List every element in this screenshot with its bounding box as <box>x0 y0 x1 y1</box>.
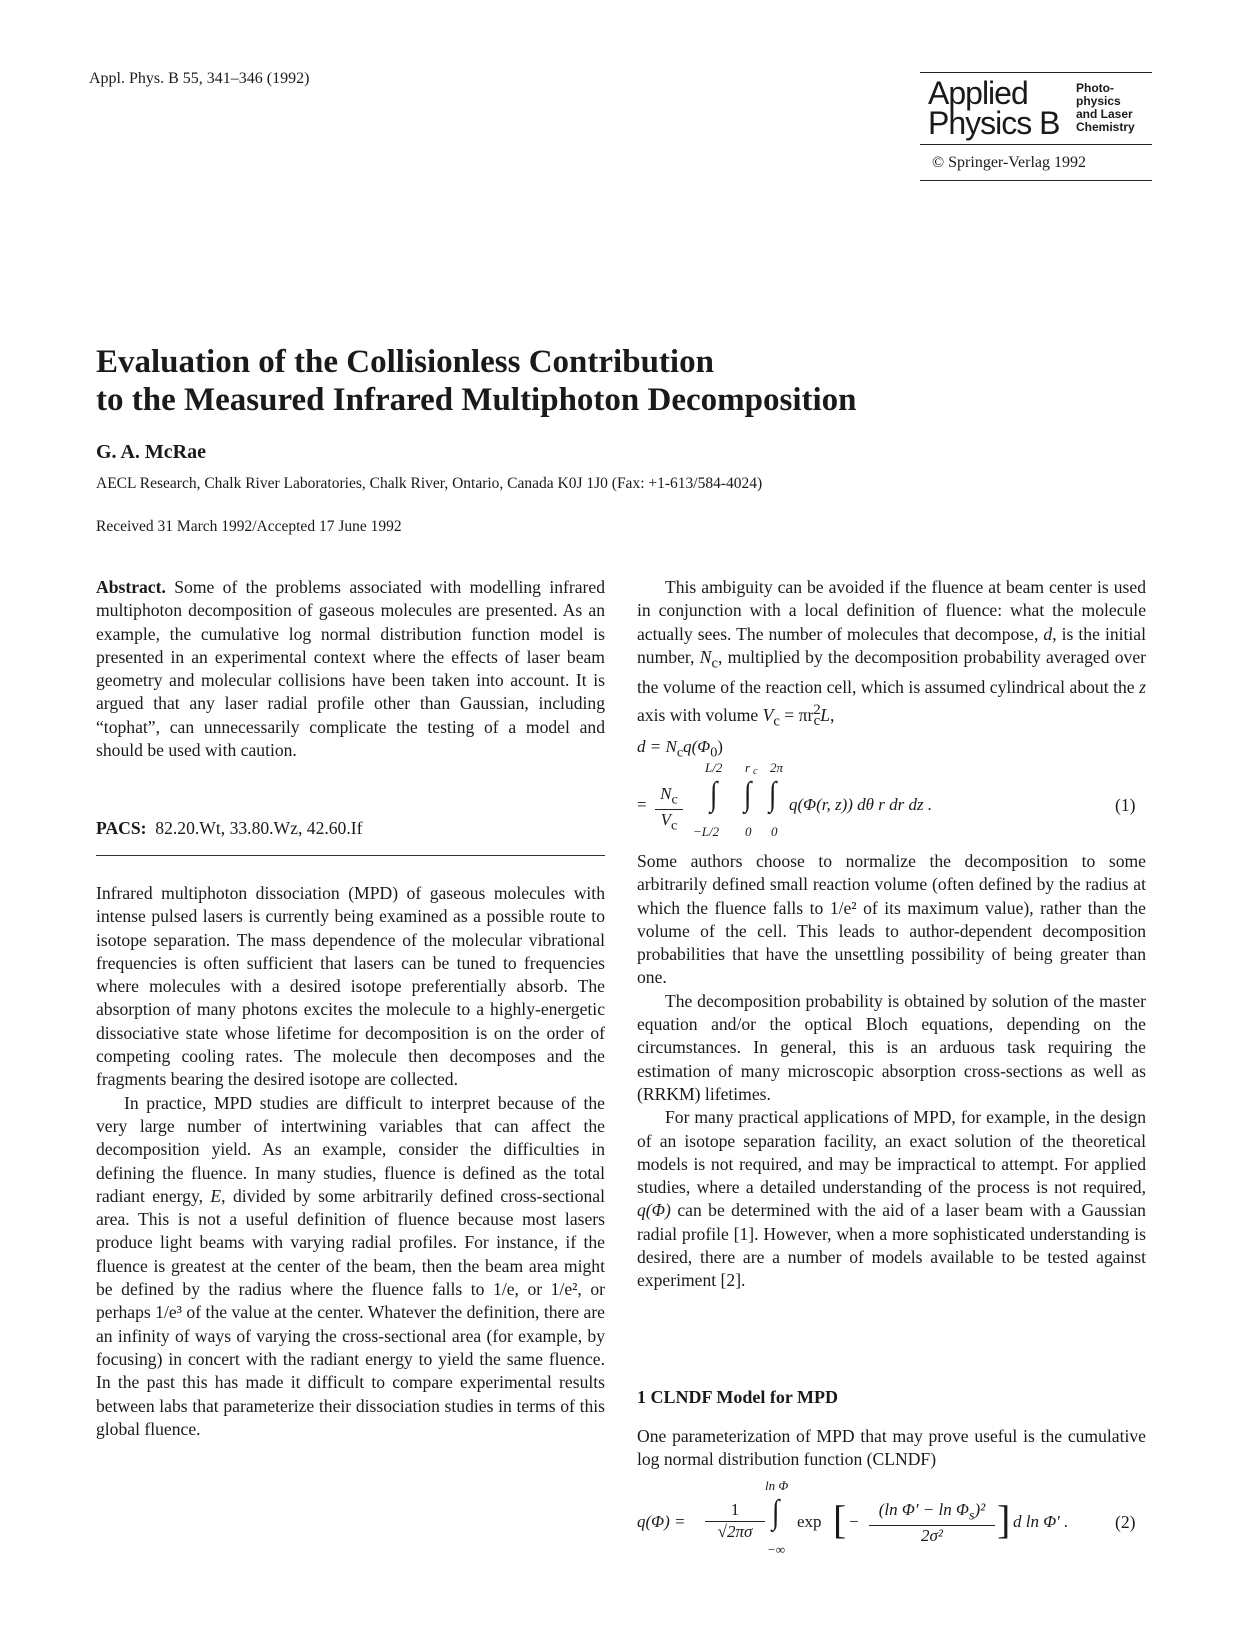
equation-1-line-1: $d = N_cq(\Phi_0)$ <box>637 737 723 761</box>
logo-top-rule <box>920 72 1152 73</box>
abstract <box>96 576 605 762</box>
pacs-label: PACS: <box>96 818 147 838</box>
paragraph-clndf: One parameterization of MPD that may prove useful is the cumulative log normal distribution function (CLNDF) <box>637 1426 1146 1470</box>
paragraph-normalize: Some authors choose to normalize the decomposition to some arbitrarily defined small reaction volume (often defined by the radius at which the fluence falls to 1/e² of its maximum value), rather than the volume of the cell. This leads to author-dependent decomposition probabilities that have the unsettling possibility of being greater than one. <box>637 851 1146 988</box>
received-accepted-dates: Received 31 March 1992/Accepted 17 June 1992 <box>96 518 402 535</box>
paragraph-local-fluence: This ambiguity can be avoided if the fluence at beam center is used in conjunction with a local definition of fluence: what the molecule actually sees. The number of molecules that decompose, d, is the initial number, $N_c$, multiplied by the decomposition probability averaged over the volume of the reaction cell, which is assumed cylindrical about the z axis with volume $V_c = \pi r^2_cL$, <box>637 577 1146 730</box>
paragraph-intro: Infrared multiphoton dissociation (MPD) of gaseous molecules with intense pulsed lasers is currently being examined as a possible route to isotope separation. The mass dependence of the molecular vibrational frequencies is often sufficient that lasers can be tuned to frequencies where molecules with a desired isotope preferentially absorb. The absorption of many photons excites the molecule to a highly-energetic dissociative state whose lifetime for decomposition is on the order of competing cooling rates. The molecule then decomposes and the fragments bearing the desired isotope are collected. <box>96 883 605 1090</box>
section-heading: 1 CLNDF Model for MPD <box>637 1387 838 1407</box>
article-title: Evaluation of the Collisionless Contribution to the Measured Infrared Multiphoton Decomposition <box>96 344 857 418</box>
eq2-exponent-fraction: (ln $\Phi' - \ln \Phi_s)^2$ 2σ² <box>869 1500 995 1546</box>
pacs-line <box>96 817 605 840</box>
journal-subtitle: Photo- physics and Laser Chemistry <box>1076 81 1135 134</box>
logo-bottom-rule <box>920 180 1152 181</box>
right-column-top <box>637 576 1146 734</box>
journal-citation: Appl. Phys. B 55, 341–346 (1992) <box>89 70 310 87</box>
author-affiliation: AECL Research, Chalk River Laboratories, Chalk River, Ontario, Canada K0J 1J0 (Fax: +1-613/584-4024) <box>96 475 763 492</box>
publisher-copyright: © Springer-Verlag 1992 <box>932 154 1087 171</box>
abstract-label: Abstract. <box>96 577 166 597</box>
paragraph-fluence: In practice, MPD studies are difficult to interpret because of the very large number of intertwining variables that can affect the decomposition yield. As an example, consider the difficulties in defining the fluence. In many studies, fluence is defined as the total radiant energy, E, divided by some arbitrarily defined cross-sectional area. This is not a useful definition of fluence because most lasers produce light beams with varying radial profiles. For instance, if the fluence is greatest at the center of the beam, then the beam area might be defined by the radius where the fluence falls to 1/e, or 1/e², or perhaps 1/e³ of the value at the center. Whatever the definition, there are an infinity of ways of varying the cross-sectional area (for example, by focusing) in concert with the radiant energy to yield the same fluence. In the past this has made it difficult to compare experimental results between labs that parameterize their dissociation studies in terms of this global fluence. <box>96 1092 605 1439</box>
logo-mid-rule <box>920 144 1152 145</box>
equation-2: q(Φ) = 1 √2πσ ln Φ ∫ −∞ exp [ − (ln $\Phi' - \ln \Phi_s)^2$ 2σ² ] d ln Φ′ . (2) <box>637 1478 1136 1557</box>
equation-2-number: (2) <box>1115 1512 1136 1532</box>
equation-1-line-2: = $N_c$ $V_c$ L/2 r c 2π ∫ ∫ ∫ −L/2 0 0 q(Φ(r, z)) dθ r dr dz . (1) <box>637 760 1136 839</box>
abstract-text: Some of the problems associated with modelling infrared multiphoton decomposition of gaseous molecules are presented. As an example, the cumulative log normal distribution function model is presented in an experimental context where the effects of laser beam geometry and molecular collisions have been taken into account. It is argued that any laser radial profile other than Gaussian, including “tophat”, can unnecessarily complicate the testing of a model and should be used with caution. <box>96 577 605 761</box>
right-column-middle <box>637 850 1146 1293</box>
abstract-divider <box>96 855 605 856</box>
left-column-body <box>96 882 605 1441</box>
eq2-fraction: 1 √2πσ <box>705 1500 765 1542</box>
paragraph-probability: The decomposition probability is obtained by solution of the master equation and/or the optical Bloch equations, depending on the circumstances. In general, this is an arduous task requiring the estimation of many microscopic absorption cross-sections as well as (RRKM) lifetimes. <box>637 990 1146 1104</box>
journal-name: Applied Physics B <box>928 75 1060 141</box>
author-name: G. A. McRae <box>96 441 206 463</box>
paragraph-applications: For many practical applications of MPD, for example, in the design of an isotope separation facility, an exact solution of the theoretical models is not required, and may be impractical to attempt. For applied studies, where a detailed understanding of the process is not required, q(Φ) can be determined with the aid of a laser beam with a Gaussian radial profile [1]. However, when a more sophisticated understanding is desired, there are a number of models available to be tested against experiment [2]. <box>637 1107 1146 1291</box>
equation-1-number: (1) <box>1115 795 1136 815</box>
eq1-fraction: $N_c$ $V_c$ <box>655 784 683 835</box>
pacs-codes: 82.20.Wt, 33.80.Wz, 42.60.If <box>155 818 363 838</box>
